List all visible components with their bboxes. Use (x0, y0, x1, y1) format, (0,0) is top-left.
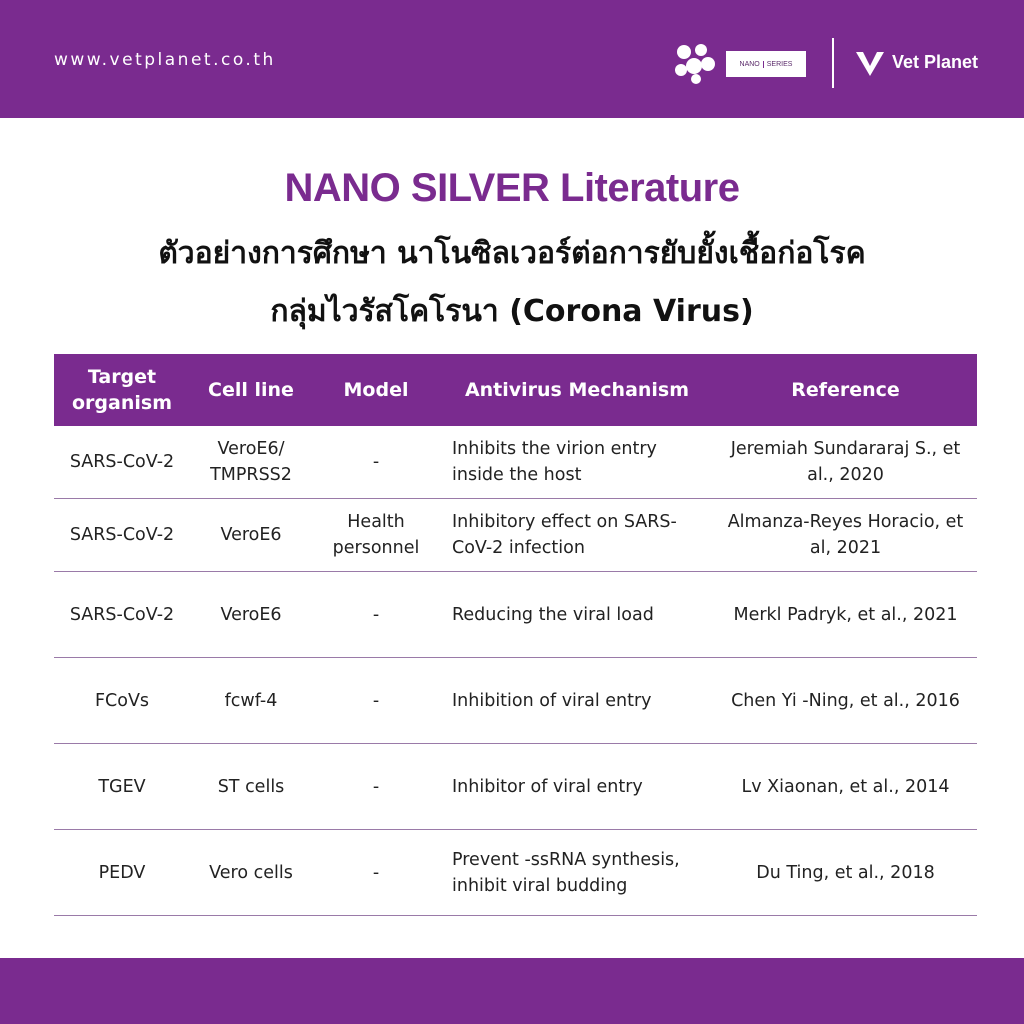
cell-model: - (312, 658, 440, 744)
table-row (54, 830, 977, 916)
cell-target-organism: PEDV (54, 830, 190, 916)
table-row (54, 426, 977, 499)
cell-reference: Almanza-Reyes Horacio, et al, 2021 (714, 499, 977, 572)
cell-cell-line: VeroE6 (190, 572, 312, 658)
table-header-row (54, 354, 977, 426)
column-header-target-organism: Target organism (54, 354, 190, 426)
cell-reference: Du Ting, et al., 2018 (714, 830, 977, 916)
header-bar (0, 0, 1024, 118)
table-row (54, 658, 977, 744)
table-row (54, 499, 977, 572)
cell-mechanism: Inhibits the virion entry inside the host (440, 426, 714, 499)
cell-target-organism: SARS-CoV-2 (54, 572, 190, 658)
cell-mechanism: Inhibitor of viral entry (440, 744, 714, 830)
table-row (54, 744, 977, 830)
cell-cell-line: ST cells (190, 744, 312, 830)
cell-model: - (312, 744, 440, 830)
website-url[interactable]: www.vetplanet.co.th (54, 50, 276, 70)
cell-cell-line: VeroE6/ TMPRSS2 (190, 426, 312, 499)
subtitle-line-1: ตัวอย่างการศึกษา นาโนซิลเวอร์ต่อการยับยั้งเชื้อก่อโรค (158, 236, 866, 271)
literature-table (54, 354, 977, 916)
cell-model: - (312, 830, 440, 916)
vet-planet-logo-icon (854, 48, 886, 78)
cell-mechanism: Reducing the viral load (440, 572, 714, 658)
cell-model: Health personnel (312, 499, 440, 572)
cell-cell-line: fcwf-4 (190, 658, 312, 744)
series-label: SERIES (763, 61, 793, 68)
cell-reference: Chen Yi -Ning, et al., 2016 (714, 658, 977, 744)
column-header-model: Model (312, 354, 440, 426)
cell-model: - (312, 426, 440, 499)
cell-model: - (312, 572, 440, 658)
column-header-mechanism: Antivirus Mechanism (440, 354, 714, 426)
cell-mechanism: Prevent -ssRNA synthesis, inhibit viral budding (440, 830, 714, 916)
cell-cell-line: Vero cells (190, 830, 312, 916)
brand-name: Vet Planet (892, 52, 979, 72)
cell-target-organism: FCoVs (54, 658, 190, 744)
header-divider (832, 38, 834, 88)
cell-mechanism: Inhibition of viral entry (440, 658, 714, 744)
cell-reference: Merkl Padryk, et al., 2021 (714, 572, 977, 658)
cell-target-organism: SARS-CoV-2 (54, 499, 190, 572)
cell-target-organism: TGEV (54, 744, 190, 830)
cell-target-organism: SARS-CoV-2 (54, 426, 190, 499)
column-header-reference: Reference (714, 354, 977, 426)
subtitle-line-2: กลุ่มไวรัสโคโรนา (Corona Virus) (270, 294, 754, 329)
footer-bar (0, 958, 1024, 1024)
nano-label: NANO (739, 60, 760, 68)
nano-molecule-logo-icon (672, 42, 716, 84)
cell-reference: Jeremiah Sundararaj S., et al., 2020 (714, 426, 977, 499)
cell-cell-line: VeroE6 (190, 499, 312, 572)
cell-reference: Lv Xiaonan, et al., 2014 (714, 744, 977, 830)
cell-mechanism: Inhibitory effect on SARS-CoV-2 infection (440, 499, 714, 572)
column-header-cell-line: Cell line (190, 354, 312, 426)
table-row (54, 572, 977, 658)
nano-series-badge (726, 51, 806, 77)
page-title: NANO SILVER Literature (284, 166, 740, 210)
